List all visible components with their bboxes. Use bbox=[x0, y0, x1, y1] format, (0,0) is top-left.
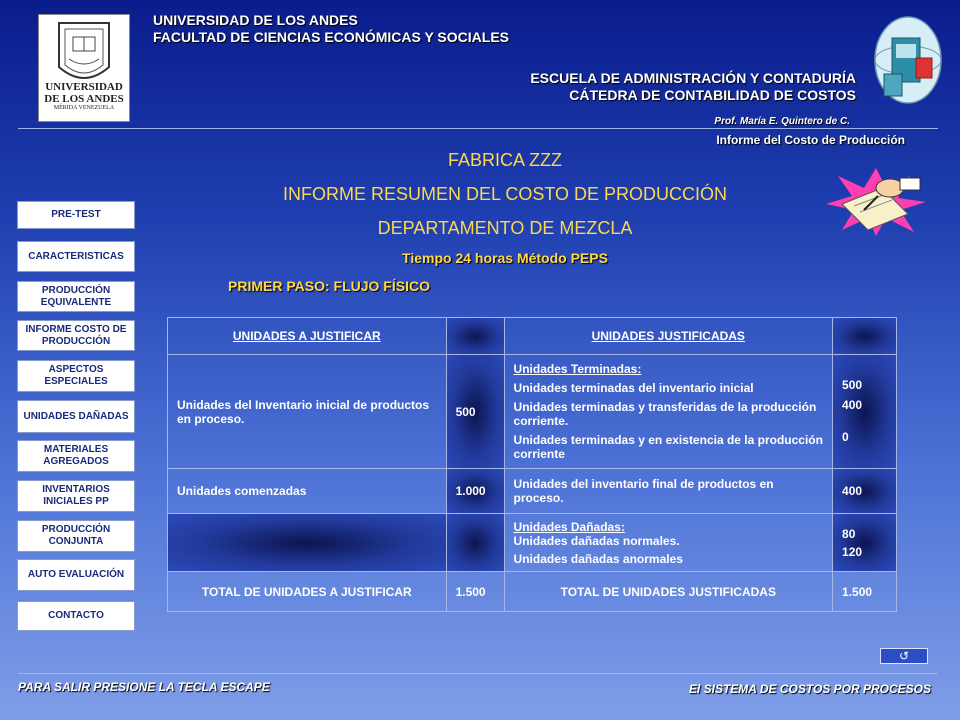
total-justificadas-label: TOTAL DE UNIDADES JUSTIFICADAS bbox=[504, 572, 832, 612]
footer-divider bbox=[18, 673, 938, 674]
flujo-fisico-table bbox=[167, 317, 897, 612]
inventario-inicial-label: Unidades del Inventario inicial de productos en proceso. bbox=[168, 355, 447, 469]
inventario-final-label: Unidades del inventario final de productos en proceso. bbox=[504, 469, 832, 514]
nav-contacto[interactable] bbox=[17, 601, 135, 631]
total-a-justificar-value: 1.500 bbox=[446, 572, 504, 612]
header-unidades-justificadas: UNIDADES JUSTIFICADAS bbox=[504, 318, 832, 355]
table-row bbox=[168, 514, 897, 572]
empty-cell bbox=[446, 514, 504, 572]
school-name: ESCUELA DE ADMINISTRACIÓN Y CONTADURÍA bbox=[530, 70, 856, 86]
computer-globe-icon bbox=[872, 14, 944, 106]
unidades-danadas-cell bbox=[504, 514, 832, 572]
nav-label: AUTO EVALUACIÓN bbox=[27, 569, 125, 580]
nav-inventarios-iniciales[interactable] bbox=[17, 480, 135, 512]
nav-label: ASPECTOS ESPECIALES bbox=[44, 364, 108, 387]
logo-line-3: MÉRIDA VENEZUELA bbox=[53, 105, 115, 111]
table-row bbox=[168, 469, 897, 514]
value-danadas-anormales: 120 bbox=[842, 544, 863, 559]
terminadas-transferidas: Unidades terminadas y transferidas de la producción corriente. bbox=[513, 400, 817, 428]
header-spacer bbox=[446, 318, 504, 355]
logo-line-2: DE LOS ANDES bbox=[44, 93, 124, 105]
university-name: UNIVERSIDAD DE LOS ANDES bbox=[153, 12, 358, 28]
nav-produccion-conjunta[interactable] bbox=[17, 520, 135, 552]
inventario-inicial-value: 500 bbox=[446, 355, 504, 469]
nav-label: PRODUCCIÓN EQUIVALENTE bbox=[40, 284, 112, 308]
nav-produccion-equivalente[interactable] bbox=[17, 281, 135, 312]
nav-aspectos-especiales[interactable] bbox=[17, 360, 135, 392]
total-a-justificar-label: TOTAL DE UNIDADES A JUSTIFICAR bbox=[168, 572, 447, 612]
method-subtitle: Tiempo 24 horas Método PEPS bbox=[402, 250, 608, 266]
nav-label: CARACTERISTICAS bbox=[28, 250, 124, 262]
nav-label: PRODUCCIÓN CONJUNTA bbox=[41, 524, 111, 547]
danadas-normales: Unidades dañadas normales. bbox=[513, 533, 680, 548]
unidades-danadas-title: Unidades Dañadas: bbox=[513, 519, 625, 534]
terminadas-existencia: Unidades terminadas y en existencia de la producción corriente bbox=[513, 433, 823, 461]
nav-label: CONTACTO bbox=[48, 610, 104, 621]
system-name: El SISTEMA DE COSTOS POR PROCESOS bbox=[688, 682, 931, 696]
totals-row bbox=[168, 572, 897, 612]
section-subtitle: Informe del Costo de Producción bbox=[716, 133, 905, 147]
nav-unidades-danadas[interactable] bbox=[17, 400, 135, 433]
total-justificadas-value: 1.500 bbox=[833, 572, 897, 612]
inventario-final-value: 400 bbox=[833, 469, 897, 514]
nav-label: MATERIALES AGREGADOS bbox=[43, 444, 109, 467]
unidades-danadas-values bbox=[833, 514, 897, 572]
header-unidades-a-justificar: UNIDADES A JUSTIFICAR bbox=[168, 318, 447, 355]
value-terminadas-inventario: 500 bbox=[842, 378, 863, 392]
return-button[interactable] bbox=[880, 648, 928, 664]
table-header-row bbox=[168, 318, 897, 355]
university-logo bbox=[38, 14, 130, 122]
unidades-terminadas-values bbox=[833, 355, 897, 469]
unidades-terminadas-title: Unidades Terminadas: bbox=[513, 362, 642, 376]
company-title: FABRICA ZZZ bbox=[447, 150, 562, 170]
nav-label: PRE-TEST bbox=[51, 209, 101, 220]
header-divider bbox=[18, 128, 938, 129]
danadas-anormales: Unidades dañadas anormales bbox=[513, 551, 683, 566]
header-spacer bbox=[833, 318, 897, 355]
faculty-name: FACULTAD DE CIENCIAS ECONÓMICAS Y SOCIALES bbox=[153, 29, 509, 45]
value-terminadas-transferidas: 400 bbox=[842, 398, 863, 412]
department-title: DEPARTAMENTO DE MEZCLA bbox=[377, 218, 633, 238]
unidades-comenzadas-label: Unidades comenzadas bbox=[168, 469, 447, 514]
nav-label: INFORME COSTO DE PRODUCCIÓN bbox=[25, 323, 127, 347]
nav-caracteristicas[interactable] bbox=[17, 241, 135, 272]
nav-label: UNIDADES DAÑADAS bbox=[23, 410, 129, 422]
exit-hint: PARA SALIR PRESIONE LA TECLA ESCAPE bbox=[18, 680, 270, 694]
step-title: PRIMER PASO: FLUJO FÍSICO bbox=[228, 278, 430, 294]
nav-auto-evaluacion[interactable] bbox=[17, 559, 135, 591]
professor-name: Prof. María E. Quintero de C. bbox=[714, 116, 850, 127]
report-title: INFORME RESUMEN DEL COSTO DE PRODUCCIÓN bbox=[282, 184, 728, 204]
chair-name: CÁTEDRA DE CONTABILIDAD DE COSTOS bbox=[569, 87, 856, 103]
unidades-terminadas-cell bbox=[504, 355, 832, 469]
empty-cell bbox=[168, 514, 447, 572]
logo-line-1: UNIVERSIDAD bbox=[45, 81, 123, 93]
unidades-comenzadas-value: 1.000 bbox=[446, 469, 504, 514]
table-row bbox=[168, 355, 897, 469]
terminadas-inventario-inicial: Unidades terminadas del inventario inicial bbox=[513, 381, 754, 395]
nav-materiales-agregados[interactable] bbox=[17, 440, 135, 472]
nav-pre-test[interactable] bbox=[17, 201, 135, 229]
return-arrow-icon: ↺ bbox=[898, 649, 910, 663]
value-terminadas-existencia: 0 bbox=[842, 430, 849, 444]
value-danadas-normales: 80 bbox=[842, 526, 856, 541]
nav-informe-costo[interactable] bbox=[17, 320, 135, 351]
writing-hand-icon bbox=[824, 166, 928, 236]
nav-label: INVENTARIOS INICIALES PP bbox=[42, 484, 110, 507]
